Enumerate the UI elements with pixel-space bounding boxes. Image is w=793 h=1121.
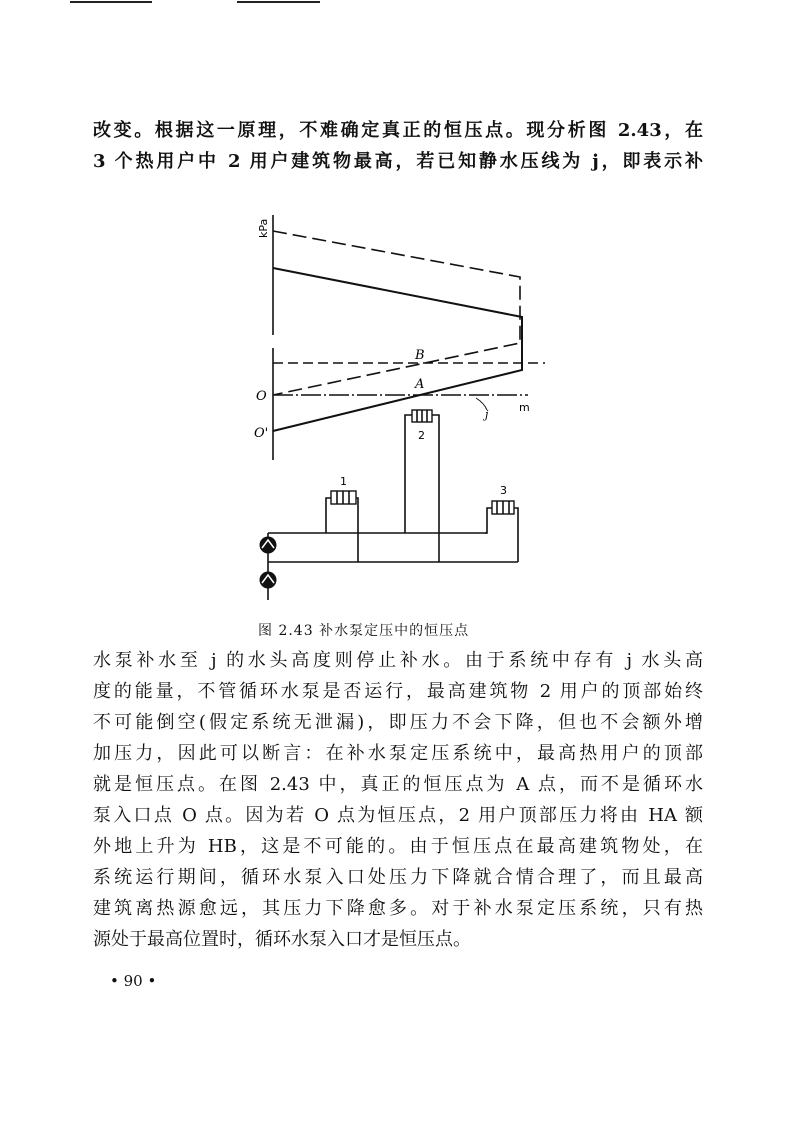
text-line: 系统运行期间，循环水泵入口处压力下降就合情合理了，而且最高 bbox=[93, 867, 703, 888]
label-O-prime: O' bbox=[254, 426, 269, 441]
dashed-pressure-line bbox=[273, 231, 520, 395]
label-B: B bbox=[415, 348, 425, 363]
label-O: O bbox=[256, 389, 267, 404]
text-line: 不可能倒空(假定系统无泄漏)，即压力不会下降，但也不会额外增 bbox=[93, 712, 703, 733]
text-line: 外地上升为 HB，这是不可能的。由于恒压点在最高建筑物处，在 bbox=[93, 836, 703, 857]
label-j: j bbox=[485, 408, 489, 421]
text-line: 源处于最高位置时，循环水泵入口才是恒压点。 bbox=[93, 929, 471, 950]
x-axis-unit: m bbox=[519, 401, 530, 414]
text-line: 就是恒压点。在图 2.43 中，真正的恒压点为 A 点，而不是循环水 bbox=[93, 774, 703, 795]
building-2 bbox=[405, 415, 412, 533]
label-A: A bbox=[415, 377, 425, 392]
text-line: 度的能量，不管循环水泵是否运行，最高建筑物 2 用户的顶部始终 bbox=[93, 681, 703, 702]
building-1 bbox=[326, 498, 331, 533]
label-user-3: 3 bbox=[500, 484, 507, 497]
label-user-1: 1 bbox=[340, 475, 347, 488]
page-number: • 90 • bbox=[110, 972, 157, 990]
text-line: 泵入口点 O 点。因为若 O 点为恒压点，2 用户顶部压力将由 HA 额 bbox=[93, 805, 703, 826]
text-line: 加压力，因此可以断言：在补水泵定压系统中，最高热用户的顶部 bbox=[93, 743, 703, 764]
paragraph-bottom bbox=[93, 645, 703, 955]
building-3 bbox=[485, 508, 492, 533]
y-axis-unit: kPa bbox=[257, 218, 270, 238]
text-line: 水泵补水至 j 的水头高度则停止补水。由于系统中存有 j 水头高 bbox=[93, 650, 703, 671]
text-line: 3 个热用户中 2 用户建筑物最高，若已知静水压线为 j，即表示补 bbox=[93, 151, 703, 172]
makeup-pump-icon bbox=[260, 572, 277, 589]
figure-caption: 图 2.43 补水泵定压中的恒压点 bbox=[258, 623, 470, 639]
circulating-pump-icon bbox=[260, 537, 277, 554]
text-line: 改变。根据这一原理，不难确定真正的恒压点。现分析图 2.43，在 bbox=[93, 120, 703, 141]
text-line: 建筑离热源愈远，其压力下降愈多。对于补水泵定压系统，只有热 bbox=[93, 898, 703, 919]
label-user-2: 2 bbox=[418, 429, 425, 442]
